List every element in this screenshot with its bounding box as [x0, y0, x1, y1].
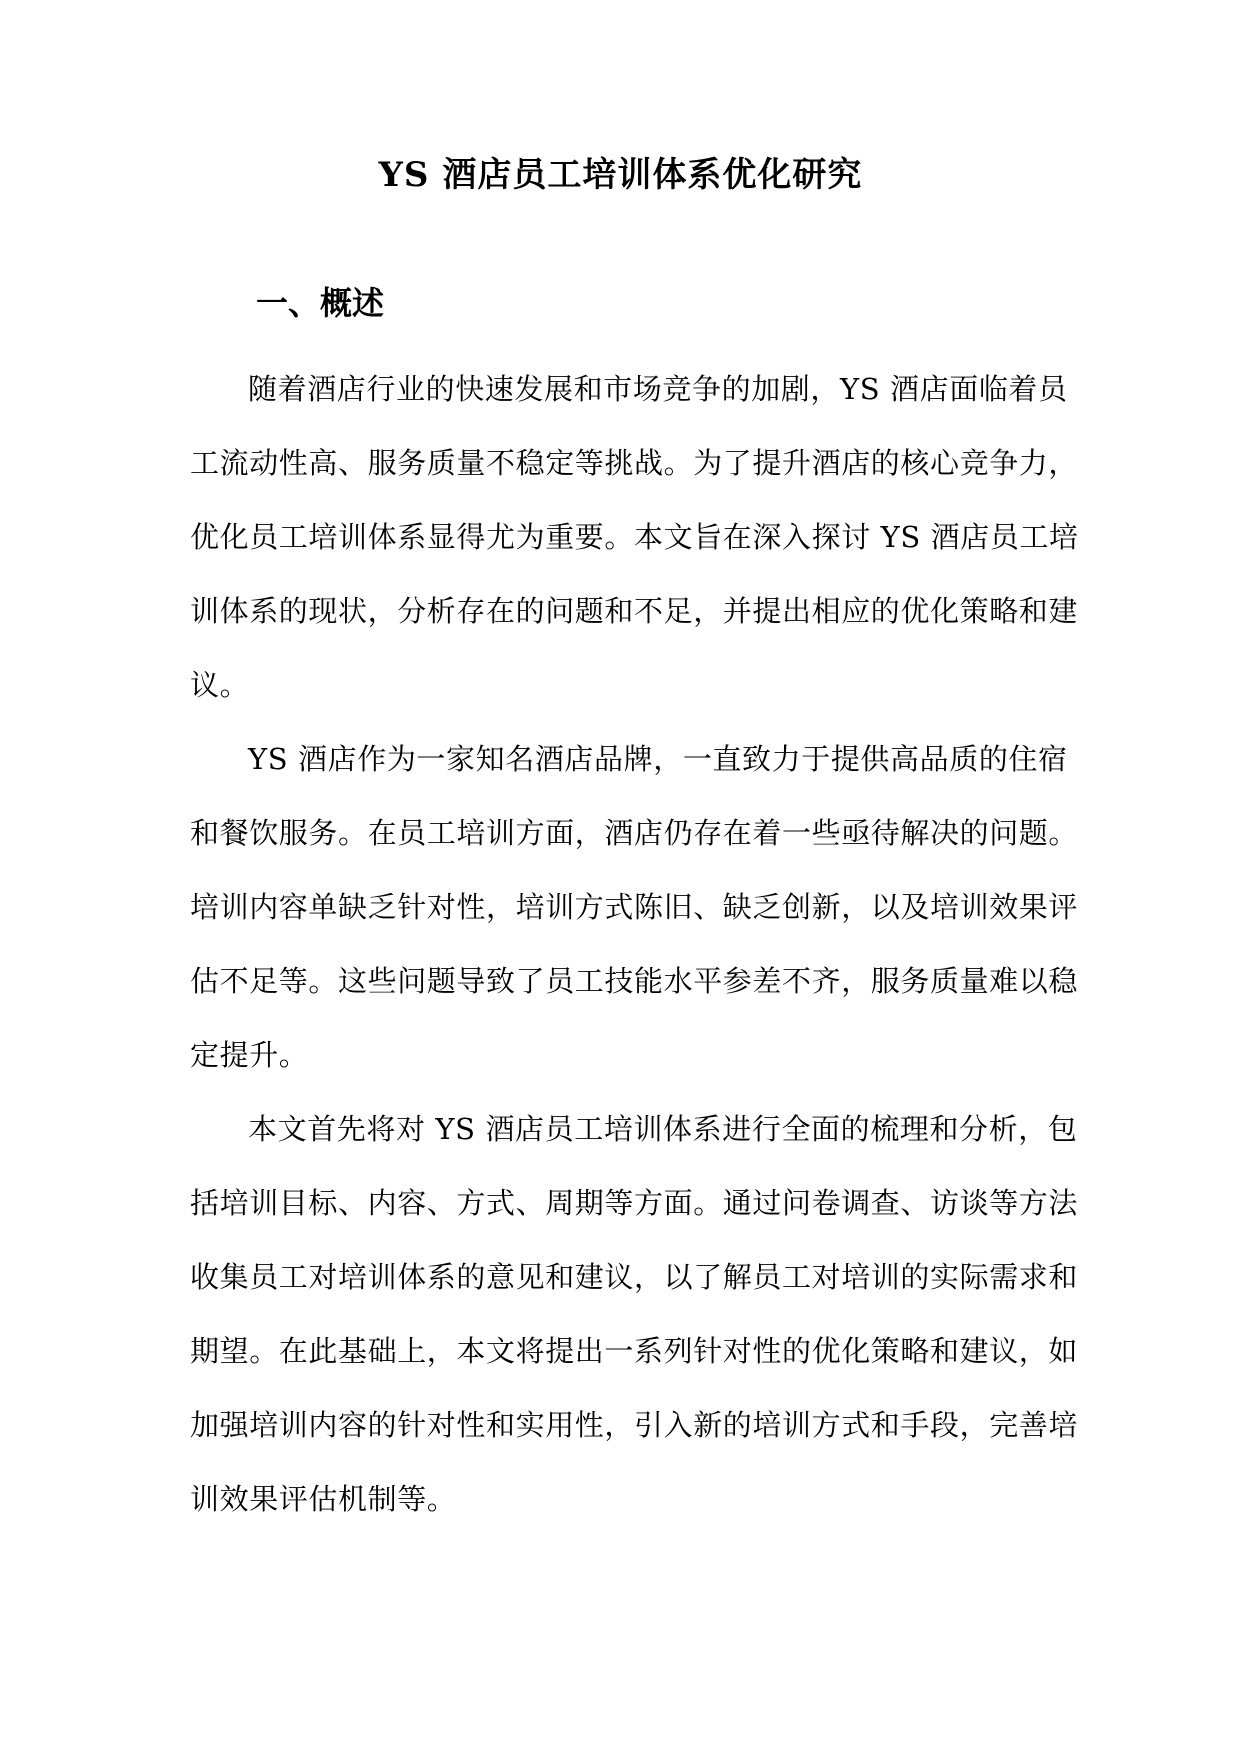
paragraph-line: 本文首先将对 YS 酒店员工培训体系进行全面的梳理和分析，包 — [248, 1112, 1078, 1146]
paragraph-line: YS 酒店作为一家知名酒店品牌，一直致力于提供高品质的住宿 — [248, 742, 1068, 776]
paragraph-line: 收集员工对培训体系的意见和建议，以了解员工对培训的实际需求和 — [190, 1260, 1079, 1294]
paragraph — [190, 1092, 1079, 1536]
paragraph-line: 期望。在此基础上，本文将提出一系列针对性的优化策略和建议，如 — [190, 1334, 1079, 1368]
paragraph-line: 加强培训内容的针对性和实用性，引入新的培训方式和手段，完善培 — [190, 1408, 1079, 1442]
paragraph-line: 优化员工培训体系显得尤为重要。本文旨在深入探讨 YS 酒店员工培 — [190, 520, 1079, 554]
paragraph — [190, 722, 1079, 1092]
paragraph-line: 培训内容单缺乏针对性，培训方式陈旧、缺乏创新，以及培训效果评 — [190, 890, 1079, 924]
paragraph-line: 随着酒店行业的快速发展和市场竞争的加剧，YS 酒店面临着员 — [248, 372, 1068, 406]
paragraph-line: 定提升。 — [190, 1038, 309, 1072]
paragraph-line: 训效果评估机制等。 — [190, 1482, 457, 1516]
paragraph-line: 估不足等。这些问题导致了员工技能水平参差不齐，服务质量难以稳 — [190, 964, 1079, 998]
paragraph-line: 议。 — [190, 668, 250, 702]
document-title: YS 酒店员工培训体系优化研究 — [378, 155, 863, 195]
section-heading: 一、概述 — [256, 284, 385, 322]
paragraph-line: 和餐饮服务。在员工培训方面，酒店仍存在着一些亟待解决的问题。 — [190, 816, 1079, 850]
paragraph-line: 训体系的现状，分析存在的问题和不足，并提出相应的优化策略和建 — [190, 594, 1079, 628]
paragraph-line: 括培训目标、内容、方式、周期等方面。通过问卷调查、访谈等方法 — [190, 1186, 1079, 1220]
paragraph — [190, 352, 1079, 722]
paragraph-line: 工流动性高、服务质量不稳定等挑战。为了提升酒店的核心竞争力， — [190, 446, 1079, 480]
